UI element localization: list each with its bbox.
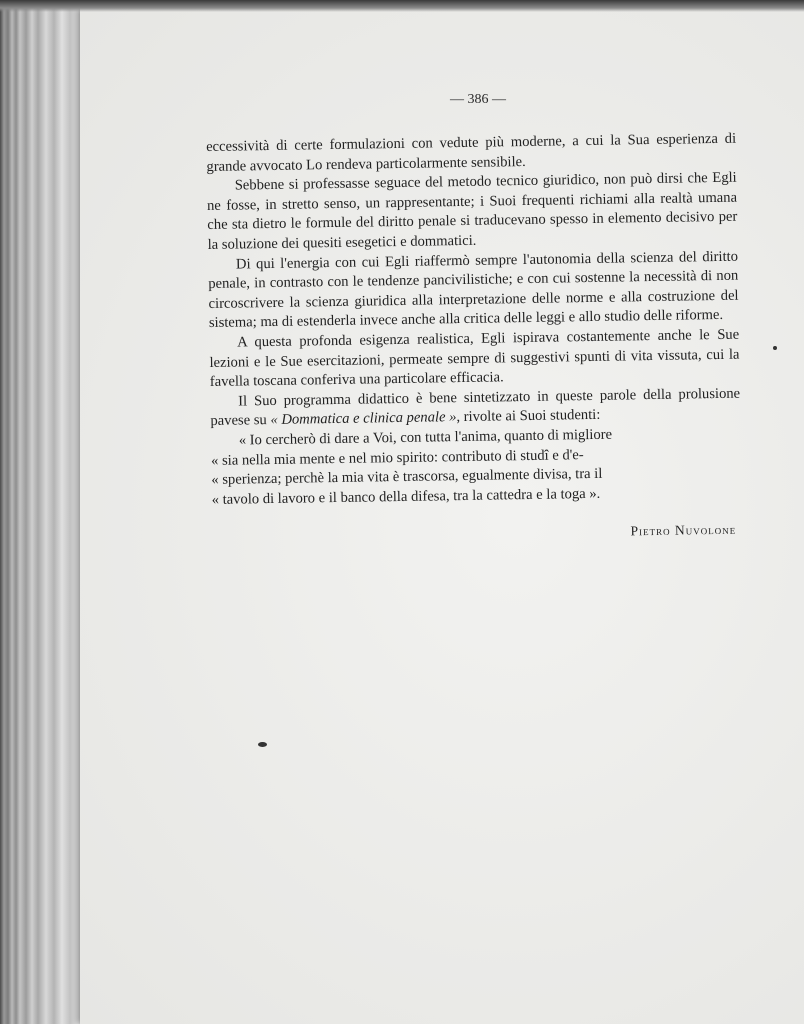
- page-number: — 386 —: [450, 92, 506, 107]
- quote-line-1: « Io cercherò di dare a Voi, con tutta l'anima, quanto di migliore: [238, 426, 613, 449]
- body-text: [206, 130, 742, 548]
- paragraph-1: eccessività di certe formulazioni con vedute più moderne, a cui la Sua esperienza di grande avvocato Lo rendeva particolarmente sensibile.: [206, 130, 737, 175]
- quote-line-3: « sperienza; perchè la mia vita è trascorsa, egualmente divisa, tra il: [211, 465, 603, 489]
- scan-top-shadow: [0, 0, 804, 12]
- stacked-page-edges: [0, 0, 86, 1024]
- quote-line-4: « tavolo di lavoro e il banco della difesa, tra la cattedra e la toga ».: [211, 485, 601, 508]
- program-intro: Il Suo programma didattico è bene sintetizzato in queste parole della prolusione pavese su: [210, 385, 741, 430]
- prolusion-title: « Dommatica e clinica penale »: [270, 409, 457, 429]
- page-sheet: [80, 8, 804, 1024]
- author-signature: Pietro Nuvolone: [630, 522, 737, 539]
- paragraph-3: Di qui l'energia con cui Egli riaffermò sempre l'autonomia della scienza del diritto penale, in contrasto con le tendenze pancivilistiche; e con cui sostenne la necessità di non circoscrivere la scienza giuridica alla interpretazione delle norme e alla costruzione del sistema; ma di estenderla invece anche alla critica delle leggi e allo studio delle riforme.: [208, 248, 739, 332]
- program-outro: , rivolte ai Suoi studenti:: [456, 407, 601, 426]
- ink-speck: [258, 742, 267, 747]
- paragraph-2: Sebbene si professasse seguace del metodo tecnico giuridico, non può dirsi che Egli ne fosse, in stretto senso, un rappresentante; i Suoi frequenti richiami alla realtà umana che sta dietro le formule del diritto penale si traducevano spesso in elemento decisivo per la soluzione dei quesiti esegetici e dommatici.: [206, 169, 738, 253]
- paragraph-4: A questa profonda esigenza realistica, Egli ispirava costantemente anche le Sue lezioni e le Sue esercitazioni, permeate sempre di suggestivi spunti di vita vissuta, cui la favella toscana conferiva una particolare efficacia.: [209, 326, 740, 391]
- ink-speck: [773, 346, 777, 350]
- quote-line-2: « sia nella mia mente e nel mio spirito: contributo di studî e d'e-: [210, 446, 584, 469]
